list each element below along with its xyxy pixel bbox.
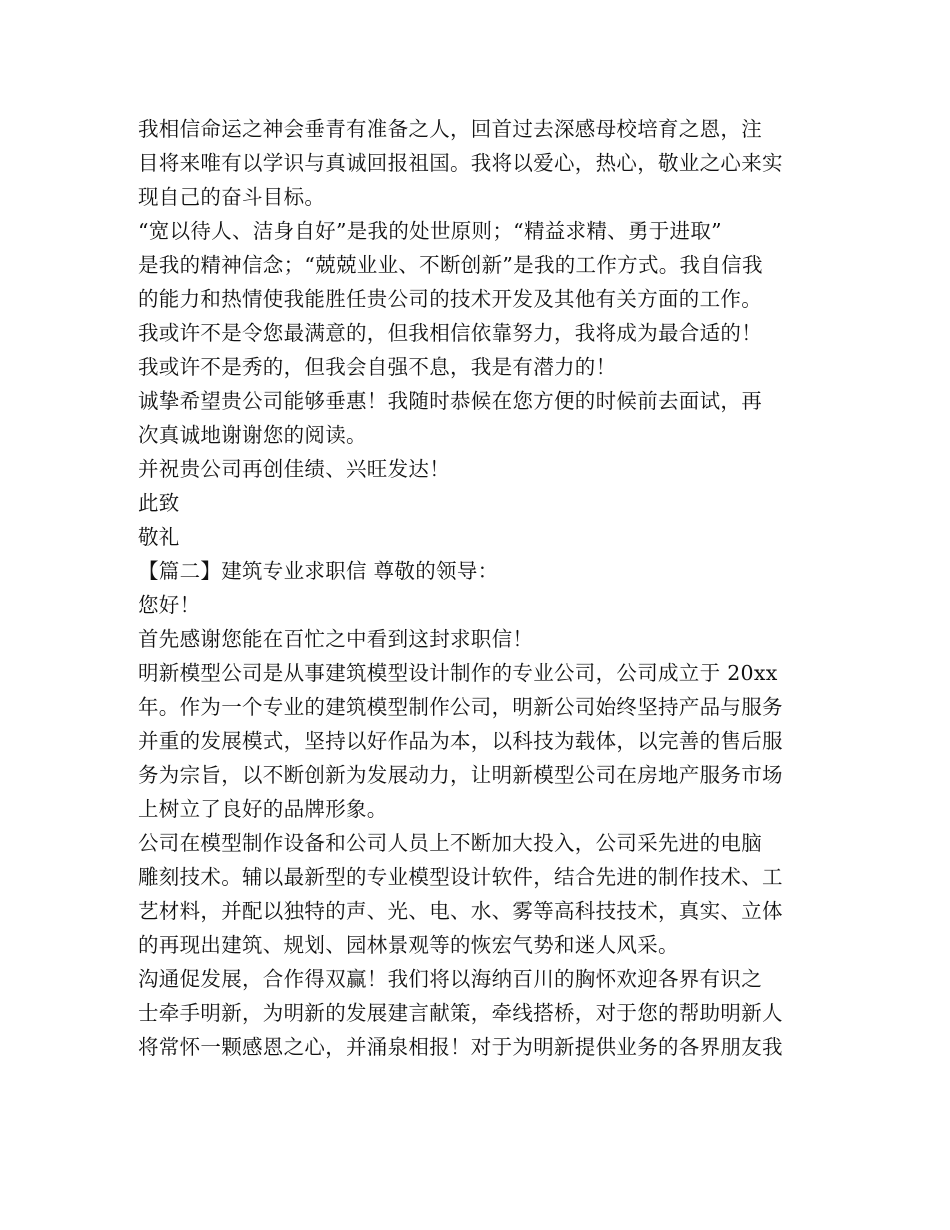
text-line: 明新模型公司是从事建筑模型设计制作的专业公司，公司成立于 20xx (138, 661, 778, 685)
paragraph (138, 350, 818, 384)
text-line: 首先感谢您能在百忙之中看到这封求职信！ (138, 627, 534, 651)
text-line: 我或许不是秀的，但我会自强不息，我是有潜力的！ (138, 355, 617, 379)
text-line: 【篇二】建筑专业求职信 尊敬的领导： (138, 559, 499, 583)
paragraph (138, 214, 818, 316)
text-line: 我相信命运之神会垂青有准备之人，回首过去深感母校培育之恩，注 (138, 117, 762, 141)
text-line: 务为宗旨，以不断创新为发展动力，让明新模型公司在房地产服务市场 (138, 763, 783, 787)
paragraph (138, 554, 818, 588)
text-line: 并祝贵公司再创佳绩、兴旺发达！ (138, 457, 450, 481)
paragraph (138, 962, 818, 1064)
document-body (138, 112, 818, 1064)
text-line: 您好！ (138, 593, 201, 617)
text-line: 沟通促发展，合作得双赢！我们将以海纳百川的胸怀欢迎各界有识之 (138, 967, 762, 991)
paragraph (138, 826, 818, 962)
text-line: 年。作为一个专业的建筑模型制作公司，明新公司始终坚持产品与服务 (138, 695, 783, 719)
text-line: 并重的发展模式，坚持以好作品为本，以科技为载体，以完善的售后服 (138, 729, 783, 753)
text-line: “宽以待人、洁身自好”是我的处世原则；“精益求精、勇于进取” (138, 219, 722, 243)
paragraph (138, 622, 818, 656)
text-line: 雕刻技术。辅以最新型的专业模型设计软件，结合先进的制作技术、工 (138, 865, 783, 889)
text-line: 我或许不是令您最满意的，但我相信依靠努力，我将成为最合适的！ (138, 321, 762, 345)
text-line: 此致 (138, 491, 180, 515)
text-line: 公司在模型制作设备和公司人员上不断加大投入，公司采先进的电脑 (138, 831, 762, 855)
paragraph (138, 452, 818, 486)
text-line: 次真诚地谢谢您的阅读。 (138, 423, 367, 447)
text-line: 上树立了良好的品牌形象。 (138, 797, 388, 821)
text-line: 的再现出建筑、规划、园林景观等的恢宏气势和迷人风采。 (138, 933, 679, 957)
text-line: 敬礼 (138, 525, 180, 549)
text-line: 士牵手明新，为明新的发展建言献策，牵线搭桥，对于您的帮助明新人 (138, 1001, 783, 1025)
paragraph (138, 112, 818, 214)
text-line: 现自己的奋斗目标。 (138, 185, 326, 209)
text-line: 的能力和热情使我能胜任贵公司的技术开发及其他有关方面的工作。 (138, 287, 762, 311)
paragraph (138, 520, 818, 554)
paragraph (138, 384, 818, 452)
paragraph (138, 588, 818, 622)
text-line: 将常怀一颗感恩之心，并涌泉相报！对于为明新提供业务的各界朋友我 (138, 1035, 783, 1059)
paragraph (138, 316, 818, 350)
text-line: 诚挚希望贵公司能够垂惠！我随时恭候在您方便的时候前去面试，再 (138, 389, 762, 413)
paragraph (138, 486, 818, 520)
text-line: 是我的精神信念；“兢兢业业、不断创新”是我的工作方式。我自信我 (138, 253, 763, 277)
paragraph (138, 656, 818, 826)
text-line: 艺材料，并配以独特的声、光、电、水、雾等高科技技术，真实、立体 (138, 899, 783, 923)
text-line: 目将来唯有以学识与真诚回报祖国。我将以爱心，热心，敬业之心来实 (138, 151, 783, 175)
